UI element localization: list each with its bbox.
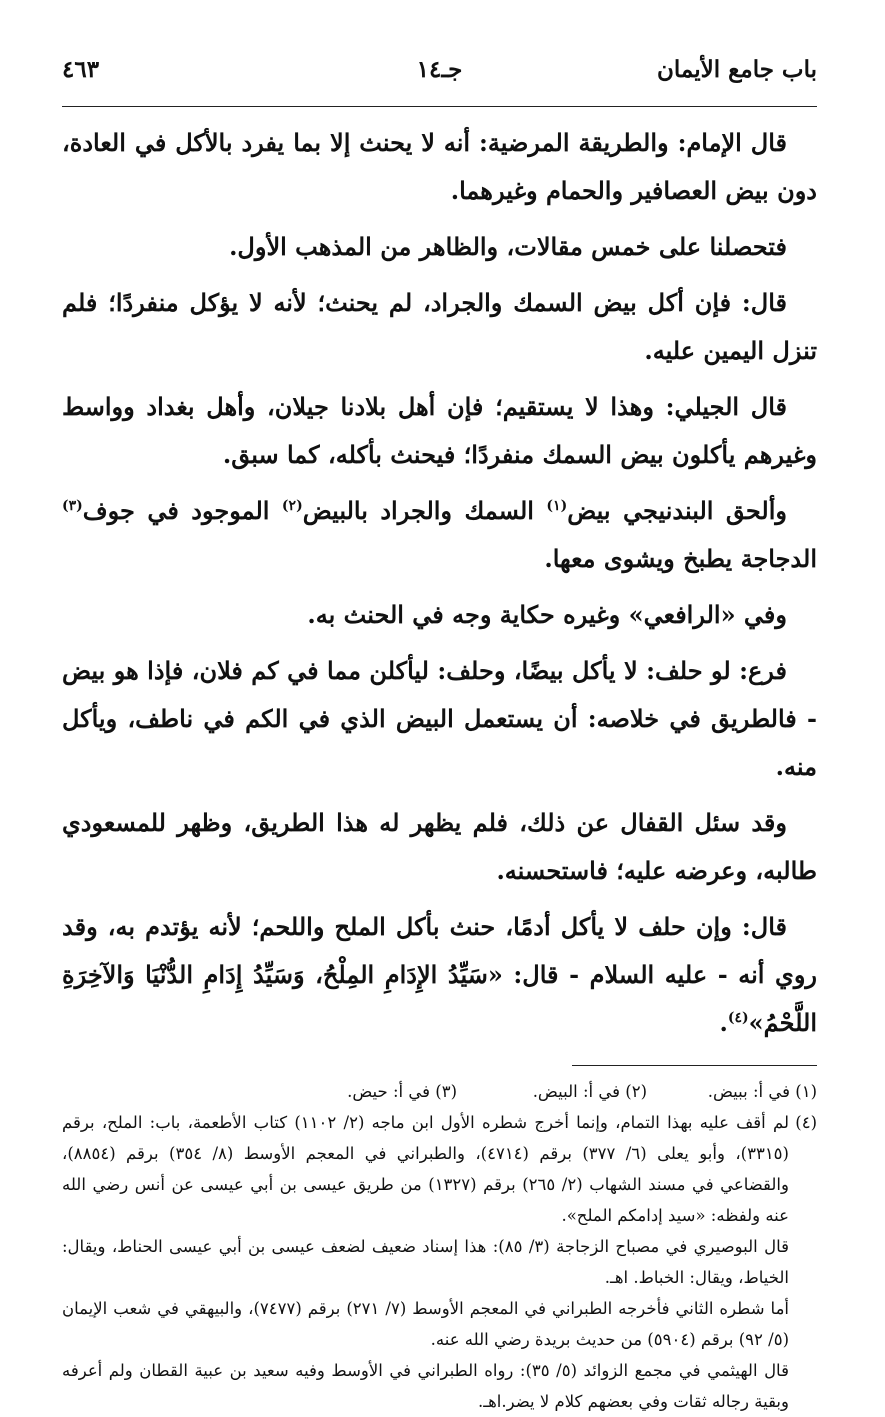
paragraph-9-part-1: قال: وإن حلف لا يأكل أدمًا، حنث بأكل الملح واللحم؛ لأنه يؤتدم به، وقد روي أنه - عليه السلام - قال: «سَيِّدُ الإِدَامِ المِلْحُ، وَسَيِّدُ إِدَامِ الدُّنْيَا وَالآخِرَةِ اللَّحْمُ» [62,912,818,1037]
footnote-4 [62,1107,817,1417]
paragraph-5-part-1: وألحق البندنيجي بيض [567,496,787,525]
main-text [62,119,817,1047]
footnote-ref-4[interactable]: (٤) [727,1010,749,1026]
paragraph-3: قال: فإن أكل بيض السمك والجراد، لم يحنث؛ لأنه لا يؤكل منفردًا؛ فلم تنزل اليمين عليه. [62,288,817,365]
footnote-ref-2[interactable]: (٢) [281,498,303,514]
footnote-3-text: في أ: حيض. [347,1082,430,1101]
paragraph-6: وفي «الرافعي» وغيره حكاية وجه في الحنث به. [307,600,787,629]
page-number: ٤٦٣ [62,56,100,83]
footnote-1-text: في أ: ببيض. [707,1082,790,1101]
footnote-ref-3[interactable]: (٣) [62,498,83,514]
paragraph-9-part-2: . [719,1008,728,1037]
volume-number: جـ١٤ [416,56,463,83]
footnote-4-paragraph-1: لم أقف عليه بهذا التمام، وإنما أخرج شطره الأول ابن ماجه (٢/ ١١٠٢) كتاب الأطعمة، باب: الملح، برقم (٣٣١٥)، وأبو يعلى (٦/ ٣٧٧) برقم (٤٧١٤)، والطبراني في المعجم الأوسط (٨/ ٣٥٤) برقم (٨٨٥٤)، والقضاعي في مسند الشهاب (٢/ ٢٦٥) برقم (١٣٢٧) من طريق عيسى بن أبي عيسى عن أنس رضي الله عنه ولفظه: «سيد إدامكم الملح». [62,1113,789,1225]
footnote-1 [647,1076,817,1107]
paragraph-5 [62,487,817,583]
paragraph-9 [62,903,817,1047]
footnotes-section [62,1076,817,1417]
chapter-title: باب جامع الأيمان [657,56,817,83]
footnote-4-paragraph-4: قال الهيثمي في مجمع الزوائد (٥/ ٣٥): رواه الطبراني في الأوسط وفيه سعيد بن عبية القطان ولم أعرفه وبقية رجاله ثقات وفي بعضهم كلام لا يضر.اهـ. [62,1361,789,1411]
footnote-2 [457,1076,647,1107]
footnote-1-number: (١) [795,1082,817,1101]
paragraph-4: قال الجيلي: وهذا لا يستقيم؛ فإن أهل بلادنا جيلان، وأهل بغداد وواسط وغيرهم يأكلون بيض السمك منفردًا؛ فيحنث بأكله، كما سبق. [62,392,817,469]
book-page [62,44,818,1411]
footnote-3 [347,1076,457,1107]
footnote-ref-1[interactable]: (١) [546,498,568,514]
footnote-2-number: (٢) [625,1082,647,1101]
paragraph-5-part-4: الدجاجة يطبخ ويشوى معها. [544,544,817,573]
paragraph-5-part-2: السمك والجراد بالبيض [302,496,547,525]
footnote-2-text: في أ: البيض. [532,1082,620,1101]
paragraph-5-part-3: الموجود في جوف [82,496,282,525]
paragraph-7: فرع: لو حلف: لا يأكل بيضًا، وحلف: ليأكلن مما في كم فلان، فإذا هو بيض - فالطريق في خلاصه: أن يستعمل البيض الذي في الكم في ناطف، ويأكل منه. [62,656,817,781]
footnote-4-paragraph-3: أما شطره الثاني فأخرجه الطبراني في المعجم الأوسط (٧/ ٢٧١) برقم (٧٤٧٧)، والبيهقي في شعب الإيمان (٥/ ٩٢) برقم (٥٩٠٤) من حديث بريدة رضي الله عنه. [62,1299,789,1349]
footnote-4-text [62,1107,789,1417]
footnote-4-number: (٤) [795,1113,817,1132]
paragraph-2: فتحصلنا على خمس مقالات، والظاهر من المذهب الأول. [229,232,787,261]
footnote-row-short [62,1076,817,1107]
footnote-4-paragraph-2: قال البوصيري في مصباح الزجاجة (٣/ ٨٥): هذا إسناد ضعيف لضعف عيسى بن أبي عيسى الحناط، ويقال: الخياط، ويقال: الخباط. اهـ. [62,1237,789,1287]
running-header [62,44,817,107]
footnote-3-number: (٣) [435,1082,457,1101]
footnote-divider [572,1065,817,1066]
paragraph-8: وقد سئل القفال عن ذلك، فلم يظهر له هذا الطريق، وظهر للمسعودي طالبه، وعرضه عليه؛ فاستحسنه. [62,808,817,885]
paragraph-1: قال الإمام: والطريقة المرضية: أنه لا يحنث إلا بما يفرد بالأكل في العادة، دون بيض العصافير والحمام وغيرهما. [62,128,817,205]
